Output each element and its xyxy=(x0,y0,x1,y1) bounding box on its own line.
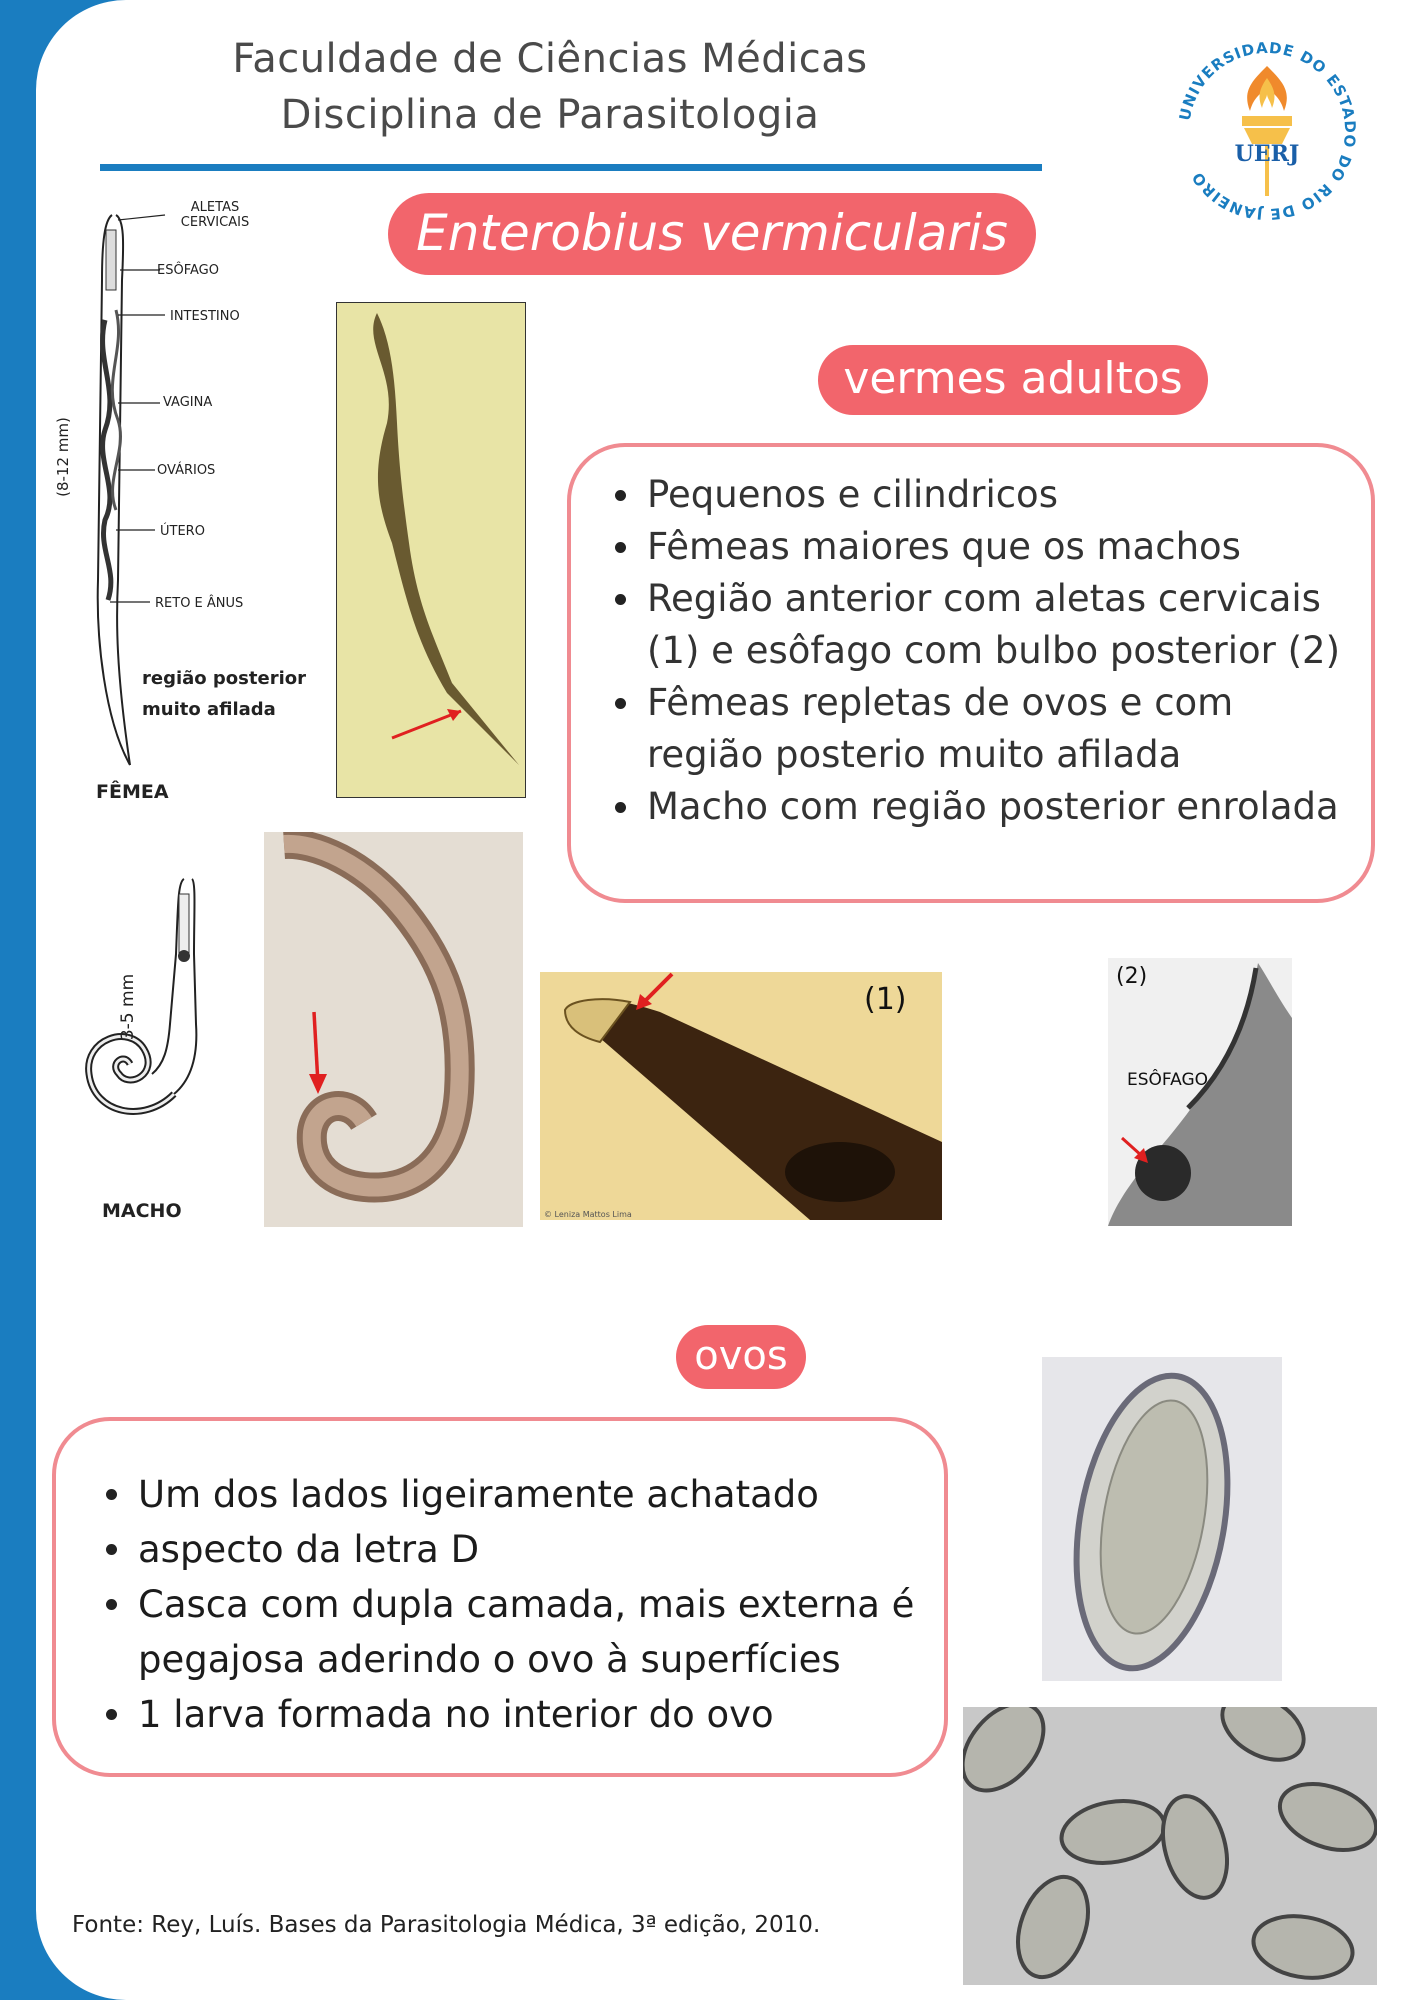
head-photo-2 xyxy=(1108,958,1292,1226)
label-reto-anus: RETO E ÂNUS xyxy=(155,596,244,611)
eggs-list xyxy=(100,1467,924,1742)
label-vagina: VAGINA xyxy=(163,395,213,410)
male-diagram xyxy=(74,874,214,1184)
list-item: Região anterior com aletas cervicais (1) e esôfago com bulbo posterior (2) xyxy=(609,573,1351,677)
egg-photo-cluster xyxy=(963,1707,1377,1985)
male-size-label: 3-5 mm xyxy=(118,973,138,1041)
photo-1-credit: © Leniza Mattos Lima xyxy=(544,1210,632,1219)
discipline-name: Disciplina de Parasitologia xyxy=(280,92,820,138)
list-item: 1 larva formada no interior do ovo xyxy=(100,1687,924,1742)
female-caption: FÊMEA xyxy=(96,781,169,803)
svg-text:UNIVERSIDADE DO ESTADO DO RIO: UNIVERSIDADE DO ESTADO DO RIO DE JANEIRO xyxy=(1175,38,1360,224)
source-citation: Fonte: Rey, Luís. Bases da Parasitologia Médica, 3ª edição, 2010. xyxy=(72,1912,821,1938)
adults-list xyxy=(609,469,1351,833)
uerj-logo xyxy=(1172,36,1362,226)
female-size-label: (8-12 mm) xyxy=(54,417,72,497)
label-esofago: ESÔFAGO xyxy=(157,263,219,278)
egg-photo-single xyxy=(1042,1357,1282,1681)
adults-heading: vermes adultos xyxy=(818,345,1208,415)
female-note-line2: muito afilada xyxy=(142,699,276,720)
list-item: Macho com região posterior enrolada xyxy=(609,781,1351,833)
list-item: Casca com dupla camada, mais externa é pegajosa aderindo o ovo à superfícies xyxy=(100,1577,924,1687)
female-photo xyxy=(336,302,526,798)
list-item: Fêmeas repletas de ovos e com região posterio muito afilada xyxy=(609,677,1351,781)
label-utero: ÚTERO xyxy=(160,524,205,539)
faculty-name: Faculdade de Ciências Médicas xyxy=(232,36,868,82)
list-item: Fêmeas maiores que os machos xyxy=(609,521,1351,573)
label-intestino: INTESTINO xyxy=(170,309,240,324)
list-item: aspecto da letra D xyxy=(100,1522,924,1577)
male-photo xyxy=(264,832,523,1227)
photo-1-label: (1) xyxy=(864,982,907,1017)
adults-box xyxy=(567,443,1375,903)
header-divider xyxy=(100,164,1042,171)
svg-text:UERJ: UERJ xyxy=(1234,141,1300,167)
label-aletas: ALETAS CERVICAIS xyxy=(180,200,250,230)
female-note-line1: região posterior xyxy=(142,668,306,689)
photo-2-label: (2) xyxy=(1116,964,1148,989)
photo-2-esofago-label: ESÔFAGO xyxy=(1127,1070,1209,1090)
label-ovarios: OVÁRIOS xyxy=(157,463,216,478)
list-item: Pequenos e cilindricos xyxy=(609,469,1351,521)
species-title: Enterobius vermicularis xyxy=(388,193,1036,275)
list-item: Um dos lados ligeiramente achatado xyxy=(100,1467,924,1522)
eggs-box xyxy=(52,1417,948,1777)
male-caption: MACHO xyxy=(102,1200,182,1222)
eggs-heading: ovos xyxy=(676,1325,806,1389)
